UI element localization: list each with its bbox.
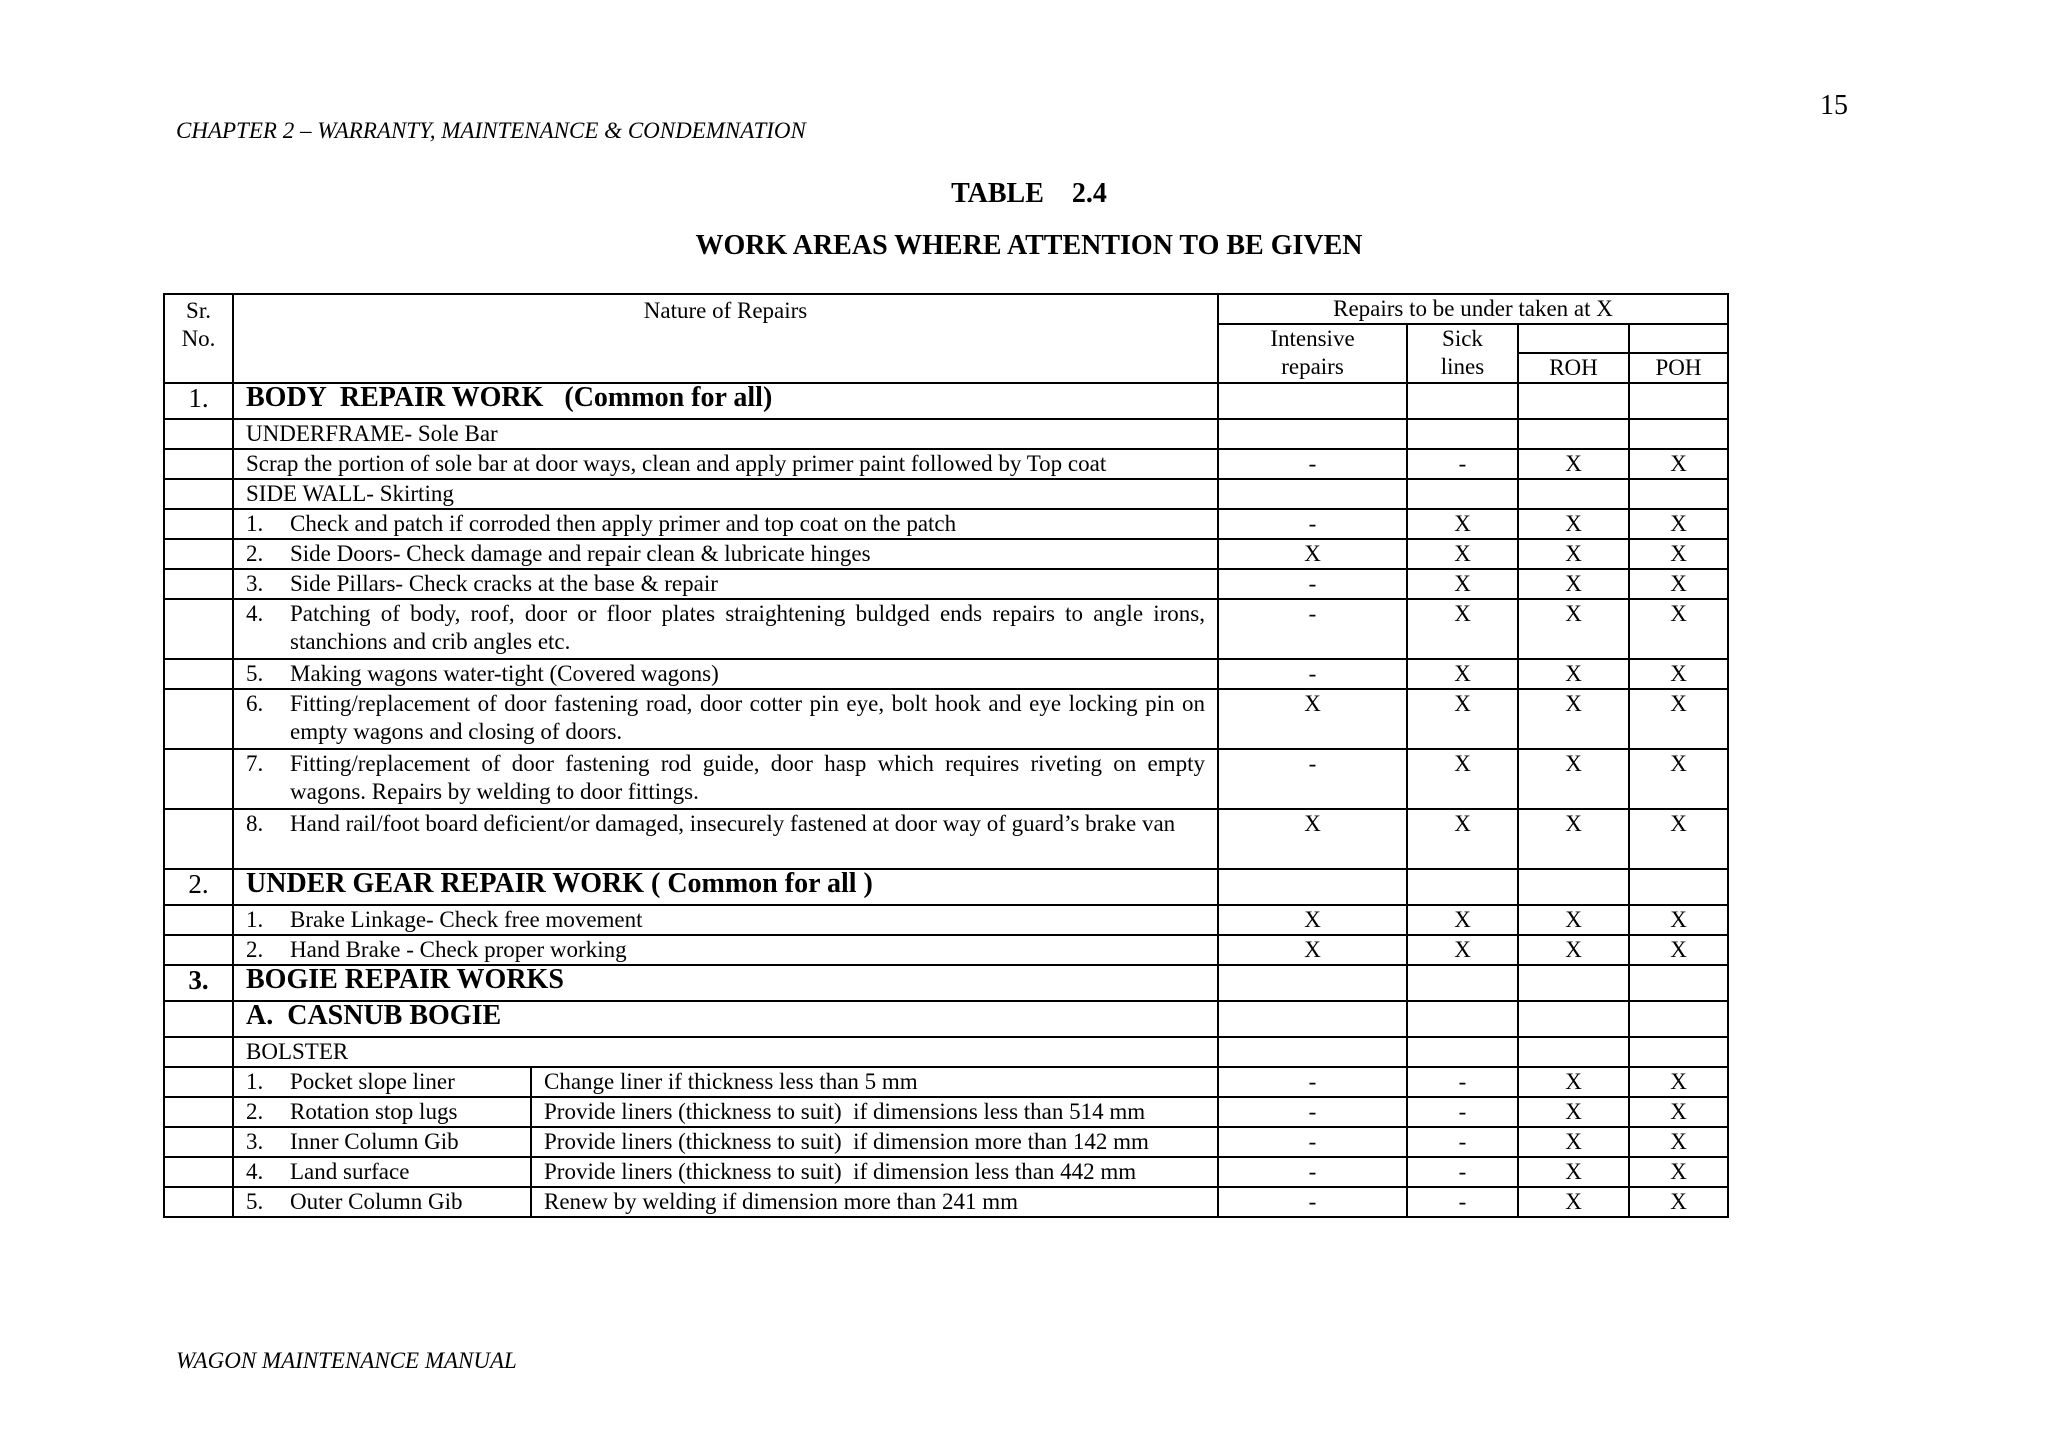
subhead-underframe: UNDERFRAME- Sole Bar bbox=[233, 419, 1218, 449]
sick-cell: - bbox=[1407, 1067, 1518, 1097]
section-title: BODY REPAIR WORK (Common for all) bbox=[233, 383, 1218, 419]
item-number: 2. bbox=[246, 541, 264, 566]
poh-cell: X bbox=[1629, 1157, 1728, 1187]
subsection-title: A. CASNUB BOGIE bbox=[233, 1001, 1218, 1037]
empty-cell bbox=[1629, 383, 1728, 419]
item-number: 6. bbox=[246, 691, 264, 716]
poh-cell: X bbox=[1629, 1127, 1728, 1157]
empty-cell bbox=[1218, 1037, 1407, 1067]
item-text: Brake Linkage- Check free movement bbox=[290, 907, 643, 932]
repair-description: Renew by welding if dimension more than 241 mm bbox=[531, 1187, 1218, 1217]
empty-cell bbox=[164, 599, 233, 659]
bolster-part bbox=[233, 1127, 531, 1157]
poh-cell: X bbox=[1629, 1097, 1728, 1127]
table-row bbox=[164, 659, 1728, 689]
intensive-cell: X bbox=[1218, 809, 1407, 869]
poh-cell: X bbox=[1629, 749, 1728, 809]
table-row bbox=[164, 809, 1728, 869]
empty-cell bbox=[1218, 1001, 1407, 1037]
table-row bbox=[164, 935, 1728, 965]
empty-cell bbox=[164, 479, 233, 509]
table-row bbox=[164, 449, 1728, 479]
repair-description bbox=[233, 569, 1218, 599]
empty-cell bbox=[164, 509, 233, 539]
sick-cell: X bbox=[1407, 689, 1518, 749]
empty-cell bbox=[164, 1127, 233, 1157]
footer-manual-title: WAGON MAINTENANCE MANUAL bbox=[176, 1348, 517, 1373]
empty-cell bbox=[1407, 1037, 1518, 1067]
empty-cell bbox=[164, 809, 233, 869]
empty-cell bbox=[1218, 419, 1407, 449]
table-subtitle: WORK AREAS WHERE ATTENTION TO BE GIVEN bbox=[695, 230, 1363, 261]
empty-cell bbox=[1629, 965, 1728, 1001]
empty-cell bbox=[164, 1157, 233, 1187]
repair-description: Change liner if thickness less than 5 mm bbox=[531, 1067, 1218, 1097]
roh-cell: X bbox=[1518, 599, 1629, 659]
item-text: Side Pillars- Check cracks at the base & repair bbox=[290, 571, 718, 596]
sick-cell: X bbox=[1407, 539, 1518, 569]
repairs-table bbox=[163, 293, 1729, 1218]
page-number: 15 bbox=[1820, 90, 1848, 121]
sick-cell: X bbox=[1407, 749, 1518, 809]
poh-cell: X bbox=[1629, 449, 1728, 479]
item-text: Patching of body, roof, door or floor plates straightening buldged ends repairs to angle irons, stanchions and crib angles etc. bbox=[290, 601, 1205, 654]
roh-cell: X bbox=[1518, 1187, 1629, 1217]
item-text: Making wagons water-tight (Covered wagons) bbox=[290, 661, 719, 686]
sick-cell: X bbox=[1407, 905, 1518, 935]
item-number: 2. bbox=[246, 1099, 264, 1124]
header-roh-blank bbox=[1518, 324, 1629, 353]
header-nature-of-repairs: Nature of Repairs bbox=[233, 294, 1218, 383]
item-number: 3. bbox=[246, 1129, 264, 1154]
poh-cell: X bbox=[1629, 659, 1728, 689]
intensive-cell: - bbox=[1218, 449, 1407, 479]
item-text: Fitting/replacement of door fastening rod guide, door hasp which requires riveting on empty wagons. Repairs by welding to door fittings. bbox=[290, 751, 1205, 804]
empty-cell bbox=[1518, 419, 1629, 449]
bolster-part bbox=[233, 1187, 531, 1217]
item-text: Hand rail/foot board deficient/or damaged, insecurely fastened at door way of guard’s brake van bbox=[290, 811, 1176, 836]
header-sr-no bbox=[164, 294, 233, 383]
roh-cell: X bbox=[1518, 569, 1629, 599]
empty-cell bbox=[164, 935, 233, 965]
repair-description: Scrap the portion of sole bar at door ways, clean and apply primer paint followed by Top coat bbox=[233, 449, 1218, 479]
item-number: 4. bbox=[246, 1159, 264, 1184]
empty-cell bbox=[1407, 965, 1518, 1001]
roh-cell: X bbox=[1518, 1157, 1629, 1187]
poh-cell: X bbox=[1629, 1187, 1728, 1217]
sick-cell: - bbox=[1407, 449, 1518, 479]
poh-cell: X bbox=[1629, 689, 1728, 749]
sick-cell: - bbox=[1407, 1187, 1518, 1217]
item-text: Check and patch if corroded then apply primer and top coat on the patch bbox=[290, 511, 957, 536]
roh-cell: X bbox=[1518, 449, 1629, 479]
table-row bbox=[164, 905, 1728, 935]
poh-cell: X bbox=[1629, 1067, 1728, 1097]
table-title bbox=[0, 178, 2048, 210]
empty-cell bbox=[164, 1037, 233, 1067]
empty-cell bbox=[1629, 479, 1728, 509]
header-sr-text: Sr. bbox=[186, 298, 211, 323]
empty-cell bbox=[1629, 1037, 1728, 1067]
repair-description bbox=[233, 809, 1218, 869]
poh-cell: X bbox=[1629, 509, 1728, 539]
empty-cell bbox=[1629, 1001, 1728, 1037]
empty-cell bbox=[1407, 479, 1518, 509]
empty-cell bbox=[164, 569, 233, 599]
item-text: Side Doors- Check damage and repair clean & lubricate hinges bbox=[290, 541, 871, 566]
section-number: 2. bbox=[164, 869, 233, 905]
header-poh: POH bbox=[1629, 353, 1728, 383]
empty-cell bbox=[164, 1001, 233, 1037]
intensive-cell: X bbox=[1218, 905, 1407, 935]
empty-cell bbox=[164, 1187, 233, 1217]
repair-description bbox=[233, 599, 1218, 659]
section-row bbox=[164, 965, 1728, 1001]
intensive-cell: - bbox=[1218, 599, 1407, 659]
header-roh: ROH bbox=[1518, 353, 1629, 383]
roh-cell: X bbox=[1518, 749, 1629, 809]
repair-description bbox=[233, 659, 1218, 689]
table-header-row bbox=[164, 294, 1728, 324]
item-number: 1. bbox=[246, 511, 264, 536]
header-intensive-2: repairs bbox=[1281, 354, 1344, 379]
table-row bbox=[164, 749, 1728, 809]
poh-cell: X bbox=[1629, 935, 1728, 965]
repair-description bbox=[233, 935, 1218, 965]
section-title: BOGIE REPAIR WORKS bbox=[233, 965, 1218, 1001]
subhead-side-wall: SIDE WALL- Skirting bbox=[233, 479, 1218, 509]
subhead-bolster: BOLSTER bbox=[233, 1037, 1218, 1067]
poh-cell: X bbox=[1629, 539, 1728, 569]
empty-cell bbox=[164, 905, 233, 935]
repair-description: Provide liners (thickness to suit) if dimension less than 442 mm bbox=[531, 1157, 1218, 1187]
roh-cell: X bbox=[1518, 539, 1629, 569]
repair-description bbox=[233, 749, 1218, 809]
intensive-cell: - bbox=[1218, 569, 1407, 599]
roh-cell: X bbox=[1518, 509, 1629, 539]
item-text: Hand Brake - Check proper working bbox=[290, 937, 627, 962]
section-number: 1. bbox=[164, 383, 233, 419]
empty-cell bbox=[164, 689, 233, 749]
part-name: Land surface bbox=[290, 1159, 410, 1184]
empty-cell bbox=[1518, 1001, 1629, 1037]
item-number: 2. bbox=[246, 937, 264, 962]
intensive-cell: - bbox=[1218, 1127, 1407, 1157]
repair-description bbox=[233, 689, 1218, 749]
roh-cell: X bbox=[1518, 1127, 1629, 1157]
table-row bbox=[164, 539, 1728, 569]
header-sick-2: lines bbox=[1440, 354, 1485, 379]
header-sick-1: Sick bbox=[1442, 326, 1483, 351]
item-number: 3. bbox=[246, 571, 264, 596]
table-row bbox=[164, 1157, 1728, 1187]
part-name: Rotation stop lugs bbox=[290, 1099, 458, 1124]
intensive-cell: - bbox=[1218, 1187, 1407, 1217]
sick-cell: - bbox=[1407, 1127, 1518, 1157]
bolster-part bbox=[233, 1097, 531, 1127]
item-number: 5. bbox=[246, 661, 264, 686]
table-row bbox=[164, 569, 1728, 599]
empty-cell bbox=[164, 749, 233, 809]
sick-cell: X bbox=[1407, 599, 1518, 659]
roh-cell: X bbox=[1518, 659, 1629, 689]
repair-description: Provide liners (thickness to suit) if dimensions less than 514 mm bbox=[531, 1097, 1218, 1127]
empty-cell bbox=[164, 1067, 233, 1097]
empty-cell bbox=[1629, 869, 1728, 905]
table-row bbox=[164, 1187, 1728, 1217]
intensive-cell: - bbox=[1218, 509, 1407, 539]
section-title: UNDER GEAR REPAIR WORK ( Common for all ) bbox=[233, 869, 1218, 905]
empty-cell bbox=[1407, 383, 1518, 419]
table-row bbox=[164, 1097, 1728, 1127]
repair-description bbox=[233, 905, 1218, 935]
empty-cell bbox=[1218, 479, 1407, 509]
header-repairs-undertaken: Repairs to be under taken at X bbox=[1218, 294, 1728, 324]
poh-cell: X bbox=[1629, 599, 1728, 659]
empty-cell bbox=[1518, 383, 1629, 419]
subhead-row bbox=[164, 419, 1728, 449]
empty-cell bbox=[1518, 965, 1629, 1001]
header-sick-lines bbox=[1407, 324, 1518, 383]
empty-cell bbox=[1407, 869, 1518, 905]
empty-cell bbox=[164, 419, 233, 449]
section-row bbox=[164, 383, 1728, 419]
part-name: Inner Column Gib bbox=[290, 1129, 459, 1154]
poh-cell: X bbox=[1629, 809, 1728, 869]
roh-cell: X bbox=[1518, 689, 1629, 749]
part-name: Pocket slope liner bbox=[290, 1069, 455, 1094]
sick-cell: X bbox=[1407, 569, 1518, 599]
header-poh-blank bbox=[1629, 324, 1728, 353]
table-row bbox=[164, 689, 1728, 749]
table-row bbox=[164, 509, 1728, 539]
roh-cell: X bbox=[1518, 1097, 1629, 1127]
intensive-cell: X bbox=[1218, 689, 1407, 749]
subhead-row bbox=[164, 1037, 1728, 1067]
header-intensive-1: Intensive bbox=[1270, 326, 1355, 351]
part-name: Outer Column Gib bbox=[290, 1189, 463, 1214]
repair-description bbox=[233, 509, 1218, 539]
roh-cell: X bbox=[1518, 935, 1629, 965]
item-text: Fitting/replacement of door fastening road, door cotter pin eye, bolt hook and eye locking pin on empty wagons and closing of doors. bbox=[290, 691, 1205, 744]
header-intensive-repairs bbox=[1218, 324, 1407, 383]
repair-description bbox=[233, 539, 1218, 569]
section-number: 3. bbox=[164, 965, 233, 1001]
empty-cell bbox=[164, 449, 233, 479]
intensive-cell: - bbox=[1218, 1067, 1407, 1097]
subhead-row bbox=[164, 479, 1728, 509]
subsection-row bbox=[164, 1001, 1728, 1037]
intensive-cell: X bbox=[1218, 539, 1407, 569]
table-row bbox=[164, 599, 1728, 659]
item-number: 1. bbox=[246, 1069, 264, 1094]
intensive-cell: - bbox=[1218, 1157, 1407, 1187]
empty-cell bbox=[1629, 419, 1728, 449]
poh-cell: X bbox=[1629, 569, 1728, 599]
table-row bbox=[164, 1127, 1728, 1157]
item-number: 8. bbox=[246, 811, 264, 836]
empty-cell bbox=[164, 1097, 233, 1127]
sick-cell: X bbox=[1407, 509, 1518, 539]
item-number: 5. bbox=[246, 1189, 264, 1214]
empty-cell bbox=[1518, 869, 1629, 905]
sick-cell: - bbox=[1407, 1097, 1518, 1127]
poh-cell: X bbox=[1629, 905, 1728, 935]
repair-description: Provide liners (thickness to suit) if dimension more than 142 mm bbox=[531, 1127, 1218, 1157]
section-row bbox=[164, 869, 1728, 905]
empty-cell bbox=[1518, 479, 1629, 509]
roh-cell: X bbox=[1518, 809, 1629, 869]
chapter-heading: CHAPTER 2 – WARRANTY, MAINTENANCE & CONDEMNATION bbox=[176, 118, 806, 143]
table-title-text: TABLE 2.4 bbox=[951, 178, 1107, 209]
header-no-text: No. bbox=[181, 326, 216, 351]
empty-cell bbox=[1218, 965, 1407, 1001]
intensive-cell: - bbox=[1218, 749, 1407, 809]
sick-cell: - bbox=[1407, 1157, 1518, 1187]
roh-cell: X bbox=[1518, 905, 1629, 935]
sick-cell: X bbox=[1407, 659, 1518, 689]
table-row bbox=[164, 1067, 1728, 1097]
empty-cell bbox=[1518, 1037, 1629, 1067]
item-number: 4. bbox=[246, 601, 264, 626]
roh-cell: X bbox=[1518, 1067, 1629, 1097]
empty-cell bbox=[1218, 383, 1407, 419]
intensive-cell: - bbox=[1218, 659, 1407, 689]
empty-cell bbox=[1407, 1001, 1518, 1037]
item-number: 7. bbox=[246, 751, 264, 776]
empty-cell bbox=[1407, 419, 1518, 449]
item-number: 1. bbox=[246, 907, 264, 932]
empty-cell bbox=[1218, 869, 1407, 905]
empty-cell bbox=[164, 539, 233, 569]
intensive-cell: X bbox=[1218, 935, 1407, 965]
sick-cell: X bbox=[1407, 809, 1518, 869]
sick-cell: X bbox=[1407, 935, 1518, 965]
bolster-part bbox=[233, 1157, 531, 1187]
empty-cell bbox=[164, 659, 233, 689]
intensive-cell: - bbox=[1218, 1097, 1407, 1127]
bolster-part bbox=[233, 1067, 531, 1097]
